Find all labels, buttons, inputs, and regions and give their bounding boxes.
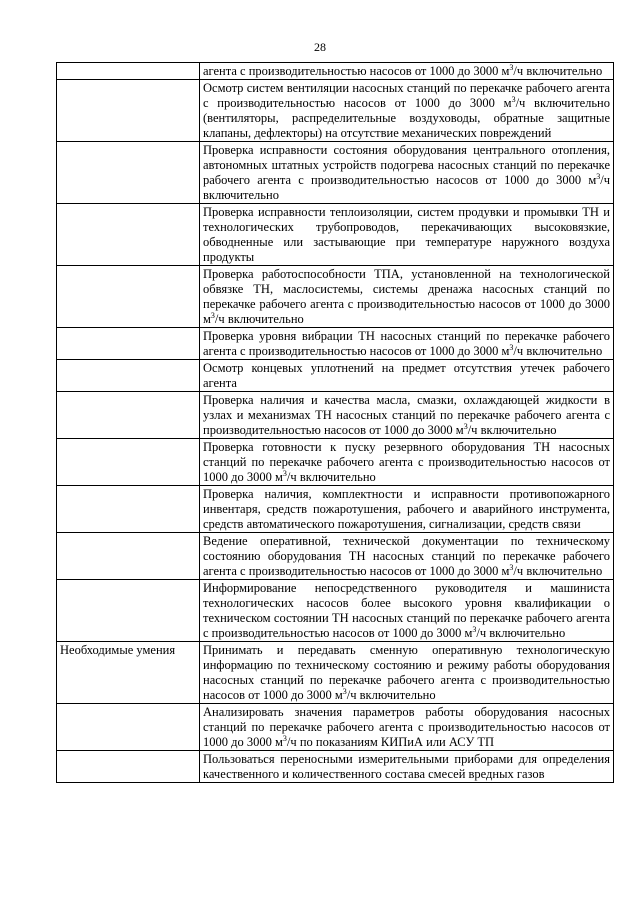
row-label-cell: Необходимые умения [57, 642, 200, 704]
row-text-cell: Анализировать значения параметров работы оборудования насосных станций по перекачке рабочего агента с производительностью насосов от 1000 до 3000 $м^3/ч$ по показаниям КИПиА или АСУ ТП [200, 704, 614, 751]
row-text-cell: Проверка готовности к пуску резервного оборудования ТН насосных станций по перекачке рабочего агента с производительностью насосов от 1000 до 3000 $м^3/ч$ включительно [200, 439, 614, 486]
table-row [57, 580, 614, 642]
row-text-cell: Осмотр концевых уплотнений на предмет отсутствия утечек рабочего агента [200, 360, 614, 392]
table-row [57, 392, 614, 439]
row-label-cell [57, 80, 200, 142]
row-label-cell [57, 439, 200, 486]
row-label-cell [57, 486, 200, 533]
row-label-cell [57, 533, 200, 580]
row-label-cell [57, 204, 200, 266]
table-row [57, 486, 614, 533]
row-text-cell: Проверка работоспособности ТПА, установленной на технологической обвязке ТН, маслосистемы, системы дренажа насосных станций по перекачке рабочего агента с производительностью насосов от 1000 до 3000 $м^3/ч$ включительно [200, 266, 614, 328]
table-row [57, 204, 614, 266]
row-label-cell [57, 704, 200, 751]
row-text-cell: Ведение оперативной, технической документации по техническому состоянию оборудования ТН насосных станций по перекачке рабочего агента с производительностью насосов от 1000 до 3000 $м^3/ч$ включительно [200, 533, 614, 580]
row-label-cell [57, 328, 200, 360]
row-text-cell: Осмотр систем вентиляции насосных станций по перекачке рабочего агента с производительностью насосов от 1000 до 3000 $м^3/ч$ включительно (вентиляторы, распределительные воздуховоды, обратные защитные клапаны, дефлекторы) на отсутствие механических повреждений [200, 80, 614, 142]
row-text-cell: Информирование непосредственного руководителя и машиниста технологических насосов более высокого уровня квалификации о техническом состоянии ТН насосных станций по перекачке рабочего агента с производительностью насосов от 1000 до 3000 $м^3/ч$ включительно [200, 580, 614, 642]
table-row [57, 63, 614, 80]
table-row [57, 704, 614, 751]
table-body [57, 63, 614, 783]
row-label-cell [57, 266, 200, 328]
row-label-cell [57, 142, 200, 204]
competency-table [56, 62, 614, 783]
row-label-cell [57, 63, 200, 80]
row-text-cell: Принимать и передавать сменную оперативную технологическую информацию по техническому состоянию и режиму работы оборудования насосных станций по перекачке рабочего агента с производительностью насосов от 1000 до 3000 $м^3/ч$ включительно [200, 642, 614, 704]
row-text-cell: Проверка исправности теплоизоляции, систем продувки и промывки ТН и технологических трубопроводов, перекачивающих высоковязкие, обводненные или застывающие при температуре наружного воздуха продукты [200, 204, 614, 266]
row-text-cell: Проверка уровня вибрации ТН насосных станций по перекачке рабочего агента с производительностью насосов от 1000 до 3000 $м^3/ч$ включительно [200, 328, 614, 360]
row-text-cell: Проверка наличия, комплектности и исправности противопожарного инвентаря, средств пожаротушения, рабочего и аварийного инструмента, средств автоматического пожаротушения, сигнализации, средств связи [200, 486, 614, 533]
table-row [57, 439, 614, 486]
table-row [57, 642, 614, 704]
table-row [57, 360, 614, 392]
table-row [57, 751, 614, 783]
table-row [57, 142, 614, 204]
table-row [57, 80, 614, 142]
row-text-cell: Пользоваться переносными измерительными приборами для определения качественного и количественного состава смесей вредных газов [200, 751, 614, 783]
row-label-cell [57, 751, 200, 783]
row-label-cell [57, 392, 200, 439]
page-number: 28 [314, 40, 326, 54]
table-row [57, 266, 614, 328]
row-text-cell: Проверка наличия и качества масла, смазки, охлаждающей жидкости в узлах и механизмах ТН насосных станций по перекачке рабочего агента с производительностью насосов от 1000 до 3000 $м^3/ч$ включительно [200, 392, 614, 439]
table-row [57, 533, 614, 580]
row-text-cell: Проверка исправности состояния оборудования центрального отопления, автономных штатных устройств подогрева насосных станций по перекачке рабочего агента с производительностью насосов от 1000 до 3000 $м^3/ч$ включительно [200, 142, 614, 204]
table-row [57, 328, 614, 360]
row-label-cell [57, 580, 200, 642]
row-label-cell [57, 360, 200, 392]
row-text-cell: агента с производительностью насосов от 1000 до 3000 $м^3/ч$ включительно [200, 63, 614, 80]
